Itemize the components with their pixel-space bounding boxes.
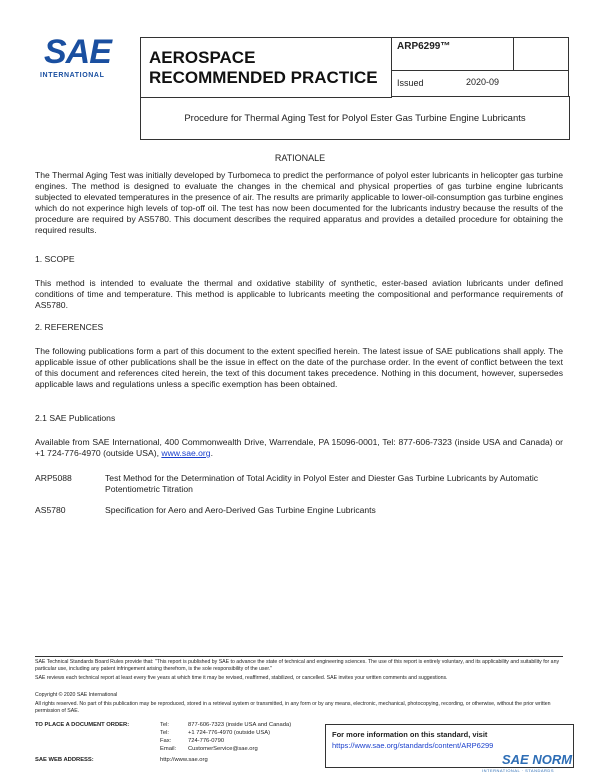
reference-description: Test Method for the Determination of Total Acidity in Polyol Ester and Diester Gas Turbine Lubricants by Automatic Potentiometric Titration — [105, 473, 539, 494]
sae-website-link[interactable]: www.sae.org — [161, 448, 211, 458]
fax-label: Fax: — [160, 738, 172, 744]
more-info-link[interactable]: https://www.sae.org/standards/content/ARP6299 — [332, 741, 494, 750]
tel-label: Tel: — [160, 722, 170, 728]
web-address-label: SAE WEB ADDRESS: — [35, 757, 94, 763]
more-info-title: For more information on this standard, visit — [332, 730, 488, 739]
document-type — [149, 48, 378, 88]
document-type-line1: AEROSPACE — [149, 48, 256, 67]
logo-subtext: INTERNATIONAL — [40, 72, 105, 79]
rationale-heading: RATIONALE — [274, 153, 326, 163]
footer-rights: All rights reserved. No part of this publication may be reproduced, stored in a retrieval system or transmitted, in any form or by any means, electronic, mechanical, photocopying, recording, or otherwise, without the prior written permission of SAE. — [35, 701, 551, 714]
issued-label: Issued — [397, 78, 424, 88]
doc-number: ARP6299™ — [397, 41, 451, 52]
tel2-value: +1 724-776-4970 (outside USA) — [188, 730, 271, 736]
footer-legal-1: SAE Technical Standards Board Rules provide that: "This report is published by SAE to advance the state of technical and engineering sciences. The use of this report is entirely voluntary, and its applicability and suitability for any particular use, including any patent infringement arising therefrom, is the sole responsibility of the user." — [35, 659, 560, 672]
doc-number-box — [391, 37, 514, 71]
footer-divider — [35, 656, 563, 657]
document-title: Procedure for Thermal Aging Test for Polyol Ester Gas Turbine Engine Lubricants — [184, 113, 526, 124]
watermark-text: SAE NORM — [502, 752, 573, 767]
scope-heading: 1. SCOPE — [35, 254, 75, 264]
scope-text: This method is intended to evaluate the thermal and oxidative stability of synthetic, ester-based aviation lubricants under defined conditions of time and temperature. This method is applicable to lubricants meeting the compositional and performance requirements of AS5780. — [35, 278, 563, 310]
sae-publications-heading: 2.1 SAE Publications — [35, 413, 116, 423]
sae-logo — [40, 34, 130, 84]
reference-code: AS5780 — [35, 505, 66, 515]
tel2-label: Tel: — [160, 730, 170, 736]
document-type-box — [140, 37, 392, 98]
email-value[interactable]: CustomerService@sae.org — [188, 746, 258, 752]
doc-number-extra-box — [513, 37, 569, 71]
sae-publications-text — [35, 437, 563, 459]
watermark — [482, 752, 597, 774]
references-heading: 2. REFERENCES — [35, 322, 104, 332]
document-title-box — [140, 96, 570, 140]
references-text: The following publications form a part of this document to the extent specified herein. The latest issue of SAE publications shall apply. The applicable issue of other publications shall be the issue in effect on the date of the purchase order. In the event of conflict between the text of this document and references cited herein, the text of this document takes precedence. Nothing in this document, however, supersedes applicable laws and regulations unless a specific exemption has been obtained. — [35, 346, 563, 389]
email-label: Email: — [160, 746, 177, 752]
watermark-subtext: INTERNATIONAL · STANDARDS — [482, 768, 554, 773]
issued-date: 2020-09 — [466, 77, 500, 87]
fax-value: 724-776-0790 — [188, 738, 225, 744]
web-address-value[interactable]: http://www.sae.org — [160, 757, 208, 763]
rationale-text: The Thermal Aging Test was initially developed by Turbomeca to predict the performance of polyol ester lubricants in helicopter gas turbine engines. The method is designed to evaluate the changes in the chemical and physical properties of gas turbine engine lubricants subjected to elevated temperatures in the presence of air. The results are primarily applicable to lower-oil-consumption gas turbine engines which do not experince high levels of top-off oil. The test has now been documented for the lubricants industry because the results of the procedure are required by AS5780. This document describes the required apparatus and provides a detailed procedure for obtaining the required results. — [35, 170, 563, 235]
document-type-line2: RECOMMENDED PRACTICE — [149, 68, 378, 87]
reference-code: ARP5088 — [35, 473, 72, 483]
issued-box — [391, 69, 569, 97]
sae-publications-end: . — [210, 448, 213, 458]
footer-legal-2: SAE reviews each technical report at least every five years at which time it may be revised, reaffirmed, stabilized, or cancelled. SAE invites your written comments and suggestions. — [35, 675, 448, 681]
tel-value: 877-606-7323 (inside USA and Canada) — [188, 722, 292, 728]
reference-description: Specification for Aero and Aero-Derived Gas Turbine Engine Lubricants — [105, 505, 376, 515]
logo-text: SAE — [44, 33, 111, 71]
order-label: TO PLACE A DOCUMENT ORDER: — [35, 722, 130, 728]
sae-publications-address: Available from SAE International, 400 Commonwealth Drive, Warrendale, PA 15096-0001, Tel: 877-606-7323 (inside USA and Canada) or +1 724-776-4970 (outside USA), — [35, 437, 563, 458]
footer-copyright: Copyright © 2020 SAE International — [35, 692, 118, 698]
